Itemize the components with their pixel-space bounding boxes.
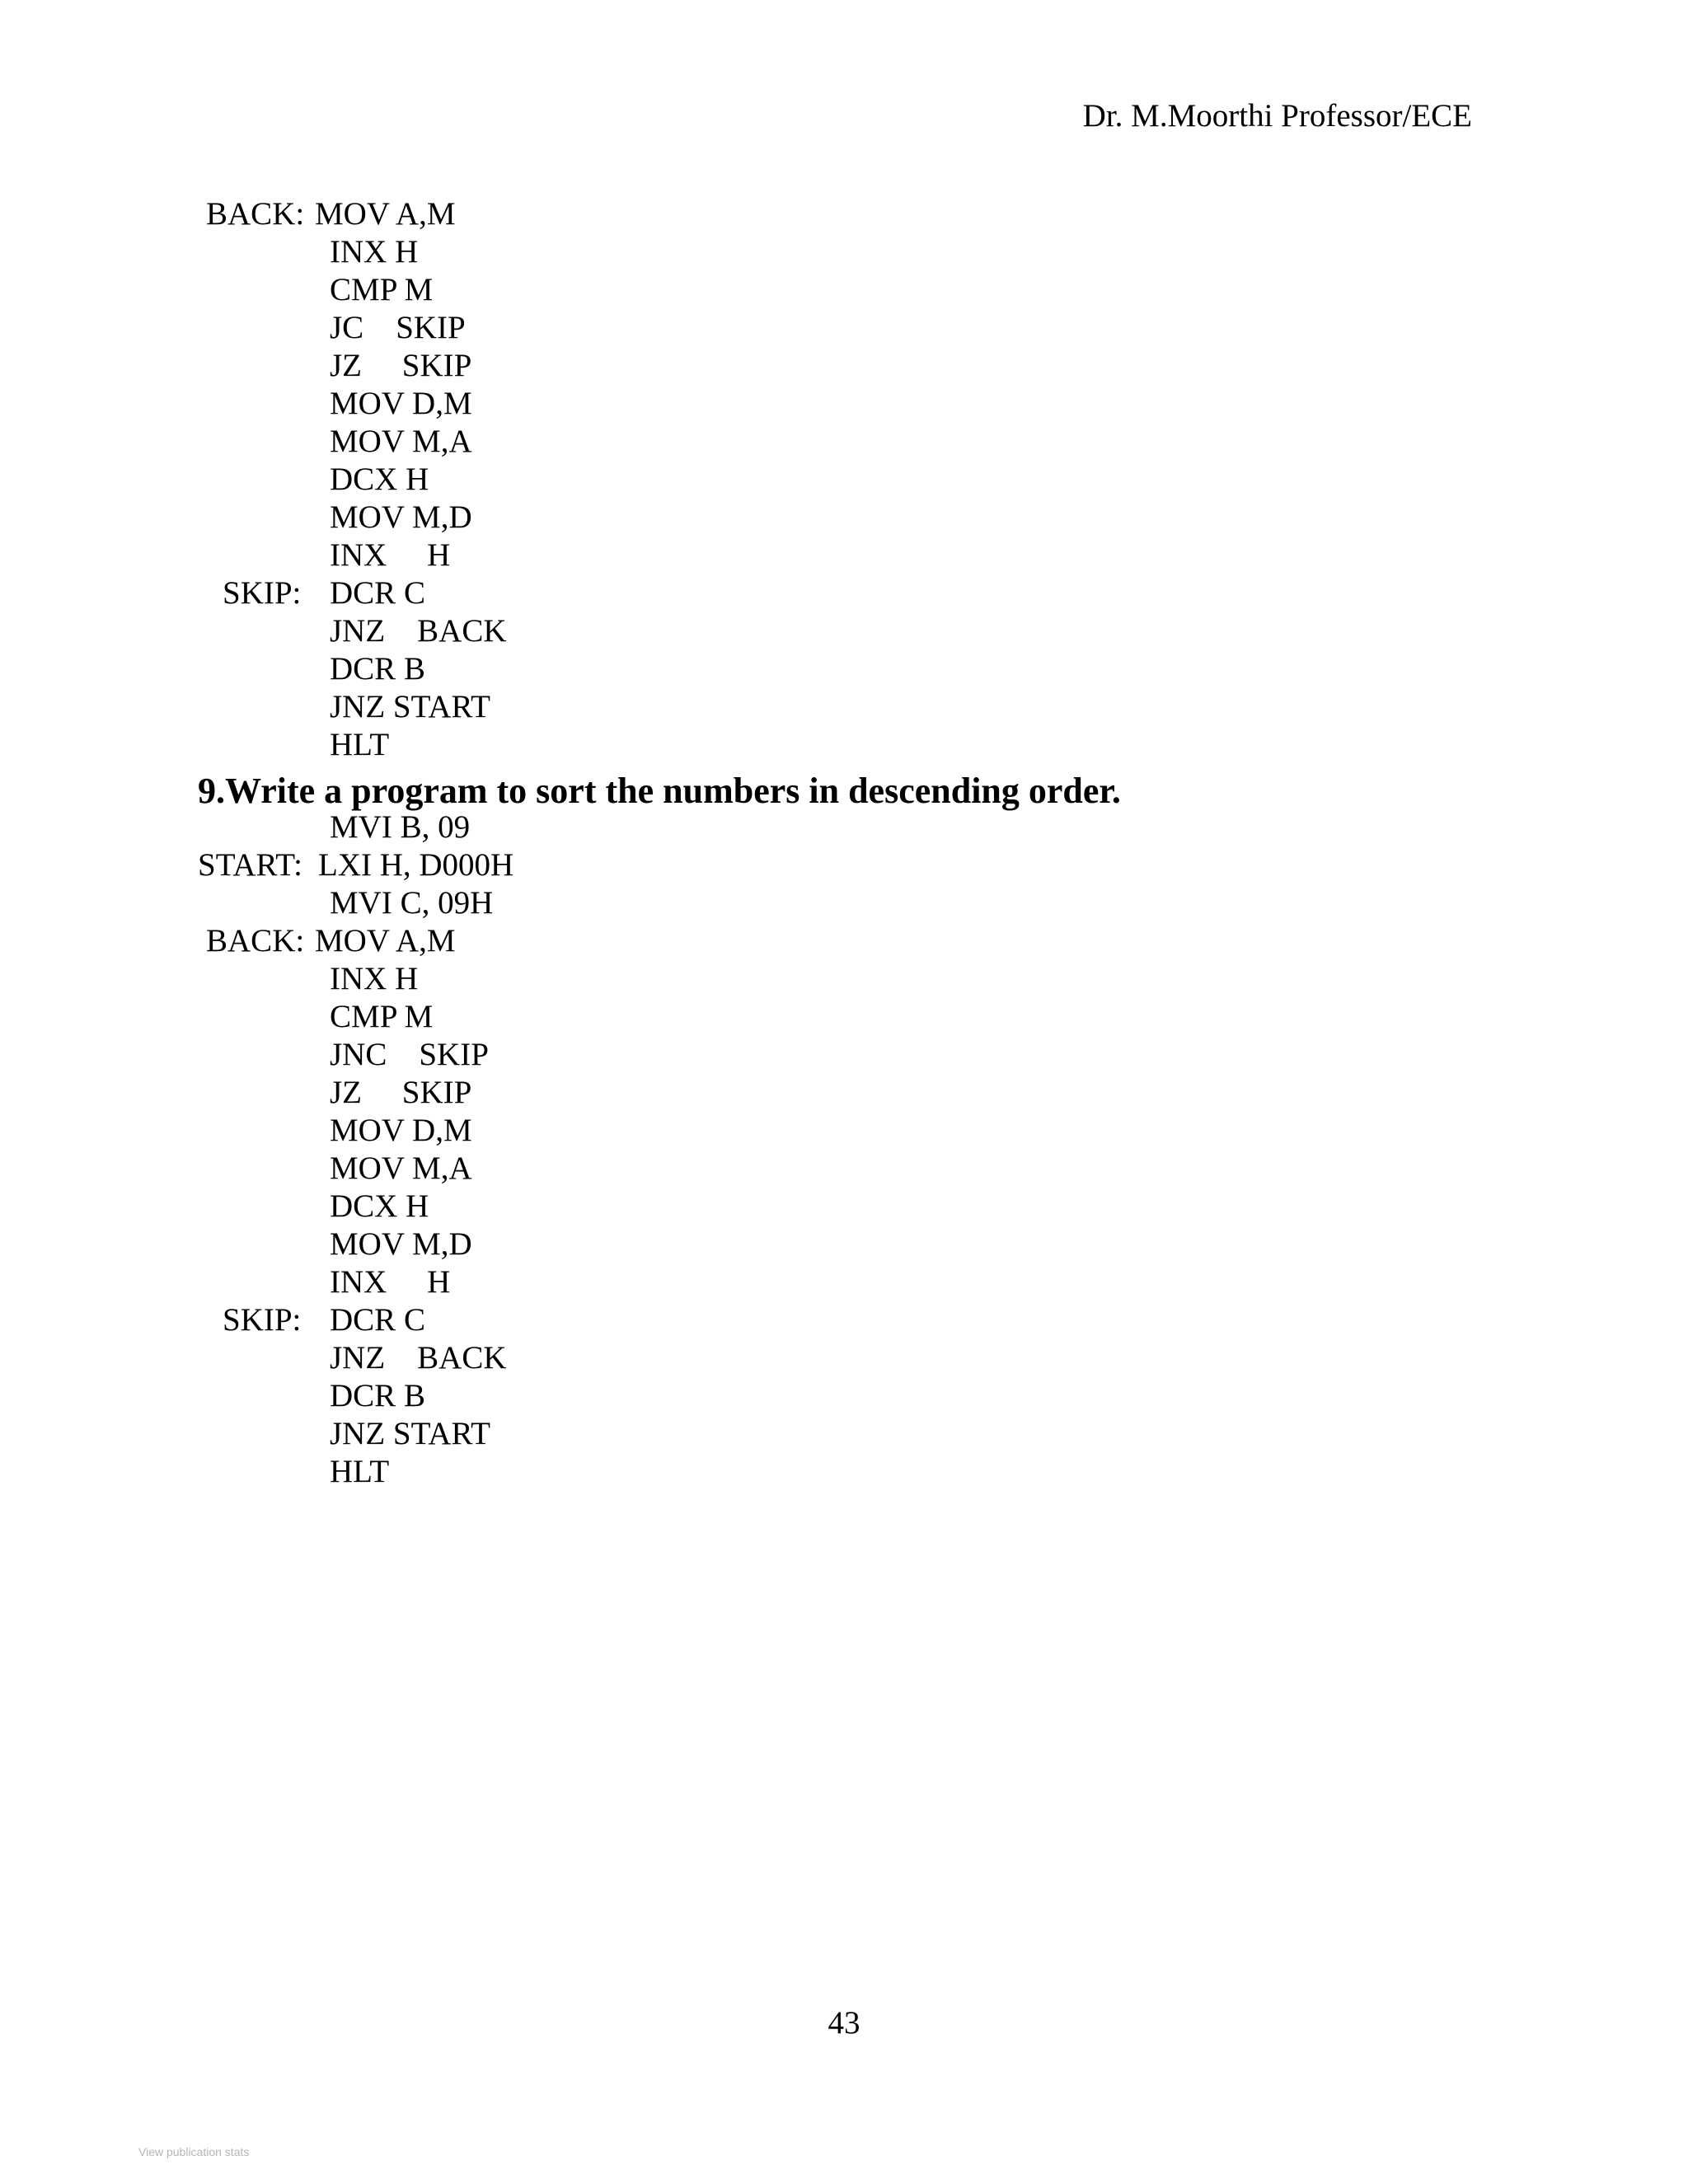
code-instruction: HLT — [330, 1454, 390, 1489]
code-instruction: HLT — [330, 727, 390, 762]
code-label: SKIP: — [223, 1302, 302, 1338]
code-line — [0, 1188, 1319, 1226]
question-heading: 9.Write a program to sort the numbers in descending order. — [198, 771, 1121, 811]
code-label: BACK: — [206, 196, 305, 232]
code-instruction: JNZ START — [330, 1416, 490, 1451]
code-instruction: MOV M,A — [330, 424, 472, 459]
code-instruction: JZ SKIP — [330, 348, 472, 383]
code-line — [0, 385, 1319, 423]
code-instruction: DCR C — [330, 1302, 425, 1338]
code-instruction: LXI H, D000H — [318, 847, 514, 883]
code-instruction: MOV M,A — [330, 1151, 472, 1186]
code-line — [0, 233, 1319, 271]
code-line — [0, 1263, 1319, 1301]
code-instruction: MOV A,M — [315, 196, 456, 232]
code-instruction: DCX H — [330, 462, 429, 497]
code-line — [0, 1453, 1319, 1491]
code-line — [0, 423, 1319, 461]
code-line — [0, 1415, 1319, 1453]
code-instruction: DCX H — [330, 1188, 429, 1224]
code-line — [0, 960, 1319, 998]
view-publication-stats-link[interactable]: View publication stats — [138, 2145, 250, 2158]
code-label: BACK: — [206, 923, 305, 958]
code-line — [0, 195, 1319, 233]
assembly-program-descending — [0, 808, 1319, 1491]
assembly-program-ascending — [0, 195, 1319, 764]
code-instruction: MOV A,M — [315, 923, 456, 958]
code-line — [0, 726, 1319, 764]
code-line — [0, 808, 1319, 846]
code-instruction: DCR C — [330, 575, 425, 611]
code-line — [0, 347, 1319, 385]
code-line — [0, 309, 1319, 347]
code-line — [0, 271, 1319, 309]
code-label: START: — [198, 847, 302, 883]
code-instruction: INX H — [330, 1264, 451, 1300]
code-label: SKIP: — [223, 575, 302, 611]
code-instruction: MOV D,M — [330, 1113, 472, 1148]
page-number: 43 — [828, 2005, 860, 2041]
code-line — [0, 1301, 1319, 1339]
code-line — [0, 846, 1319, 884]
code-instruction: INX H — [330, 961, 419, 996]
code-line — [0, 1150, 1319, 1188]
code-instruction: JC SKIP — [330, 310, 466, 345]
code-line — [0, 1036, 1319, 1074]
code-instruction: INX H — [330, 234, 419, 269]
code-instruction: JNZ START — [330, 689, 490, 724]
code-instruction: JNZ BACK — [330, 1340, 507, 1376]
code-line — [0, 650, 1319, 688]
code-line — [0, 884, 1319, 922]
code-instruction: CMP M — [330, 999, 434, 1034]
code-instruction: INX H — [330, 537, 451, 573]
code-line — [0, 1377, 1319, 1415]
code-line — [0, 499, 1319, 537]
code-instruction: CMP M — [330, 272, 434, 307]
code-instruction: DCR B — [330, 1378, 425, 1413]
code-line — [0, 688, 1319, 726]
code-instruction: JNC SKIP — [330, 1037, 489, 1072]
code-instruction: JZ SKIP — [330, 1075, 472, 1110]
code-line — [0, 998, 1319, 1036]
code-instruction: MOV M,D — [330, 1226, 472, 1262]
code-line — [0, 1112, 1319, 1150]
code-instruction: MOV M,D — [330, 499, 472, 535]
code-line — [0, 461, 1319, 499]
code-line — [0, 574, 1319, 612]
code-instruction: MOV D,M — [330, 386, 472, 421]
code-instruction: JNZ BACK — [330, 613, 507, 649]
code-line — [0, 1226, 1319, 1263]
code-line — [0, 1074, 1319, 1112]
page-header-author: Dr. M.Moorthi Professor/ECE — [1082, 98, 1472, 134]
code-instruction: MVI C, 09H — [330, 885, 494, 921]
code-instruction: MVI B, 09 — [330, 809, 471, 845]
code-instruction: DCR B — [330, 651, 425, 687]
code-line — [0, 922, 1319, 960]
code-line — [0, 1339, 1319, 1377]
code-line — [0, 612, 1319, 650]
code-line — [0, 537, 1319, 574]
